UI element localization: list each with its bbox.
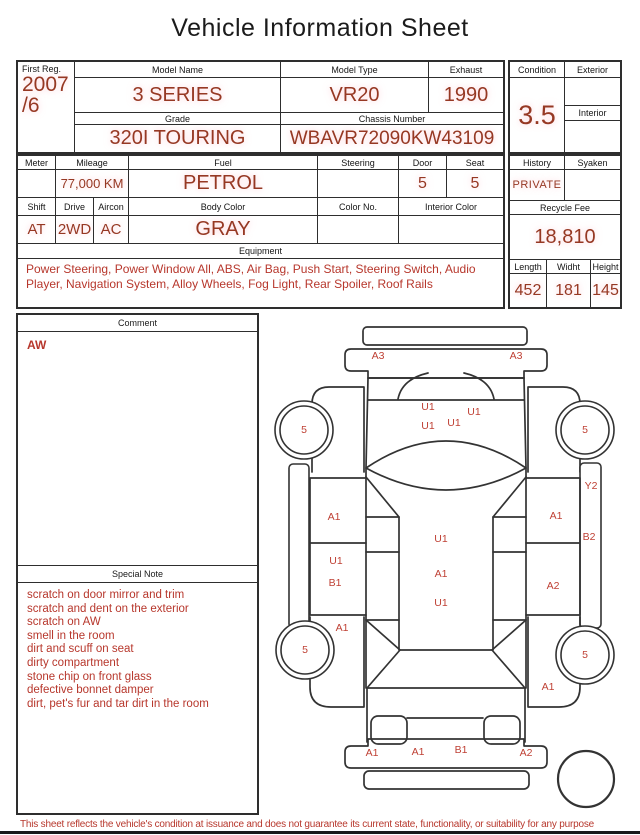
- special-note-line: smell in the room: [27, 629, 115, 642]
- door-label: Door: [399, 156, 447, 170]
- interior-label: Interior: [565, 106, 620, 121]
- special-note-label: Special Note: [18, 566, 257, 583]
- diagram-damage-label: A1: [365, 747, 379, 759]
- recycle-fee-value: 18,810: [534, 225, 596, 248]
- height-label: Height: [591, 260, 620, 274]
- roof-rack-bar: [363, 327, 527, 345]
- door-window-lines: [366, 552, 526, 620]
- model-name-value: 3 SERIES: [75, 78, 281, 113]
- diagram-damage-label: 5: [582, 424, 588, 436]
- mileage-value: 77,000 KM: [56, 170, 129, 198]
- exterior-label: Exterior: [565, 62, 620, 78]
- special-note-line: defective bonnet damper: [27, 684, 154, 697]
- length-label: Length: [510, 260, 547, 274]
- door-value: 5: [399, 170, 447, 198]
- model-type-label: Model Type: [281, 62, 429, 78]
- diagram-damage-label: U1: [447, 417, 461, 429]
- right-doors: [526, 478, 580, 615]
- comment-label: Comment: [18, 315, 257, 332]
- page-title: Vehicle Information Sheet: [171, 14, 469, 42]
- diagram-damage-label: A1: [335, 622, 349, 634]
- grade-label: Grade: [75, 113, 281, 125]
- a-pillar-windows: [366, 477, 526, 517]
- body-color-label: Body Color: [129, 198, 318, 216]
- headlight-arcs: [398, 373, 494, 399]
- equipment-value: Power Steering, Power Window All, ABS, Air Bag, Push Start, Steering Switch, Audio Player, Navigation System, Alloy Wheels, Fog Light, Rear Spoiler, Roof Rails: [26, 262, 476, 291]
- history-value: PRIVATE: [510, 170, 565, 200]
- special-note-line: stone chip on front glass: [27, 670, 152, 683]
- diagram-damage-label: 5: [302, 644, 308, 656]
- diagram-damage-label: U1: [434, 533, 448, 545]
- seat-label: Seat: [447, 156, 503, 170]
- equipment-label: Equipment: [18, 244, 503, 259]
- left-doors: [310, 478, 366, 615]
- steering-label: Steering: [318, 156, 399, 170]
- seat-value: 5: [447, 170, 503, 198]
- length-value: 452: [510, 274, 547, 307]
- body-left-edge: [366, 378, 368, 688]
- recycle-fee-label: Recycle Fee: [510, 201, 620, 215]
- diagram-damage-label: U1: [329, 555, 343, 567]
- special-note-line: scratch on AW: [27, 616, 101, 629]
- diagram-damage-label: B1: [328, 577, 342, 589]
- first-reg-year: 2007: [22, 73, 69, 96]
- interior-color-label: Interior Color: [399, 198, 503, 216]
- diagram-labels: [301, 350, 598, 759]
- model-name-label: Model Name: [75, 62, 281, 78]
- shift-value: AT: [18, 216, 56, 244]
- rear-glass: [367, 650, 525, 688]
- diagram-damage-label: 5: [301, 424, 307, 436]
- bottom-rule: [0, 831, 640, 834]
- diagram-damage-label: A3: [509, 350, 523, 362]
- diagram-damage-label: 5: [582, 649, 588, 661]
- exhaust-value: 1990: [429, 78, 503, 113]
- meter-label: Meter: [18, 156, 56, 170]
- rear-lower-bar: [364, 771, 529, 789]
- spare-wheel: [558, 751, 614, 807]
- mileage-label: Mileage: [56, 156, 129, 170]
- special-note-line: dirty compartment: [27, 656, 120, 669]
- diagram-damage-label: B2: [582, 531, 596, 543]
- footer-disclaimer: This sheet reflects the vehicle's condition at issuance and does not guarantee its current state, functionality, or suitability for any purpose: [20, 819, 595, 830]
- diagram-damage-label: U1: [421, 420, 435, 432]
- first-reg-month: /6: [22, 94, 40, 117]
- first-reg-label: First Reg.: [22, 64, 62, 74]
- diagram-damage-label: A1: [434, 568, 448, 580]
- fuel-label: Fuel: [129, 156, 318, 170]
- condition-value: 3.5: [510, 78, 565, 152]
- grade-value: 320I TOURING: [75, 125, 281, 152]
- windshield: [366, 441, 526, 490]
- drive-value: 2WD: [56, 216, 94, 244]
- special-note-line: scratch on door mirror and trim: [27, 589, 185, 601]
- model-type-value: VR20: [281, 78, 429, 113]
- diagram-damage-label: U1: [434, 597, 448, 609]
- body-color-value: GRAY: [129, 216, 318, 244]
- exhaust-label: Exhaust: [429, 62, 503, 78]
- special-note-line: dirt and scuff on seat: [27, 643, 134, 656]
- width-value: 181: [547, 274, 591, 307]
- aircon-label: Aircon: [94, 198, 129, 216]
- height-value: 145: [592, 281, 619, 299]
- syaken-label: Syaken: [565, 156, 620, 170]
- diagram-damage-label: Y2: [584, 480, 598, 492]
- diagram-damage-label: A2: [519, 747, 533, 759]
- special-note-line: scratch and dent on the exterior: [27, 602, 189, 615]
- diagram-damage-label: A2: [546, 580, 560, 592]
- fuel-value: PETROL: [129, 170, 318, 198]
- boot-lid: [367, 688, 525, 742]
- width-label: Widht: [547, 260, 591, 274]
- color-no-label: Color No.: [318, 198, 399, 216]
- history-label: History: [510, 156, 565, 170]
- aircon-value: AC: [94, 216, 129, 244]
- diagram-damage-label: A1: [541, 681, 555, 693]
- diagram-damage-label: U1: [421, 401, 435, 413]
- diagram-damage-label: B1: [454, 744, 468, 756]
- body-right-edge: [524, 378, 526, 688]
- shift-label: Shift: [18, 198, 56, 216]
- condition-label: Condition: [510, 62, 565, 78]
- diagram-damage-label: A1: [327, 511, 341, 523]
- diagram-damage-label: U1: [467, 406, 481, 418]
- c-pillars: [366, 620, 526, 650]
- diagram-damage-label: A1: [411, 746, 425, 758]
- diagram-damage-label: A3: [371, 350, 385, 362]
- comment-value: AW: [18, 332, 257, 566]
- drive-label: Drive: [56, 198, 94, 216]
- special-note-line: dirt, pet's fur and tar dirt in the room: [27, 697, 209, 710]
- chassis-number-label: Chassis Number: [281, 113, 503, 125]
- chassis-number-value: WBAVR72090KW43109: [289, 127, 495, 149]
- left-sill: [289, 464, 309, 628]
- diagram-damage-label: A1: [549, 510, 563, 522]
